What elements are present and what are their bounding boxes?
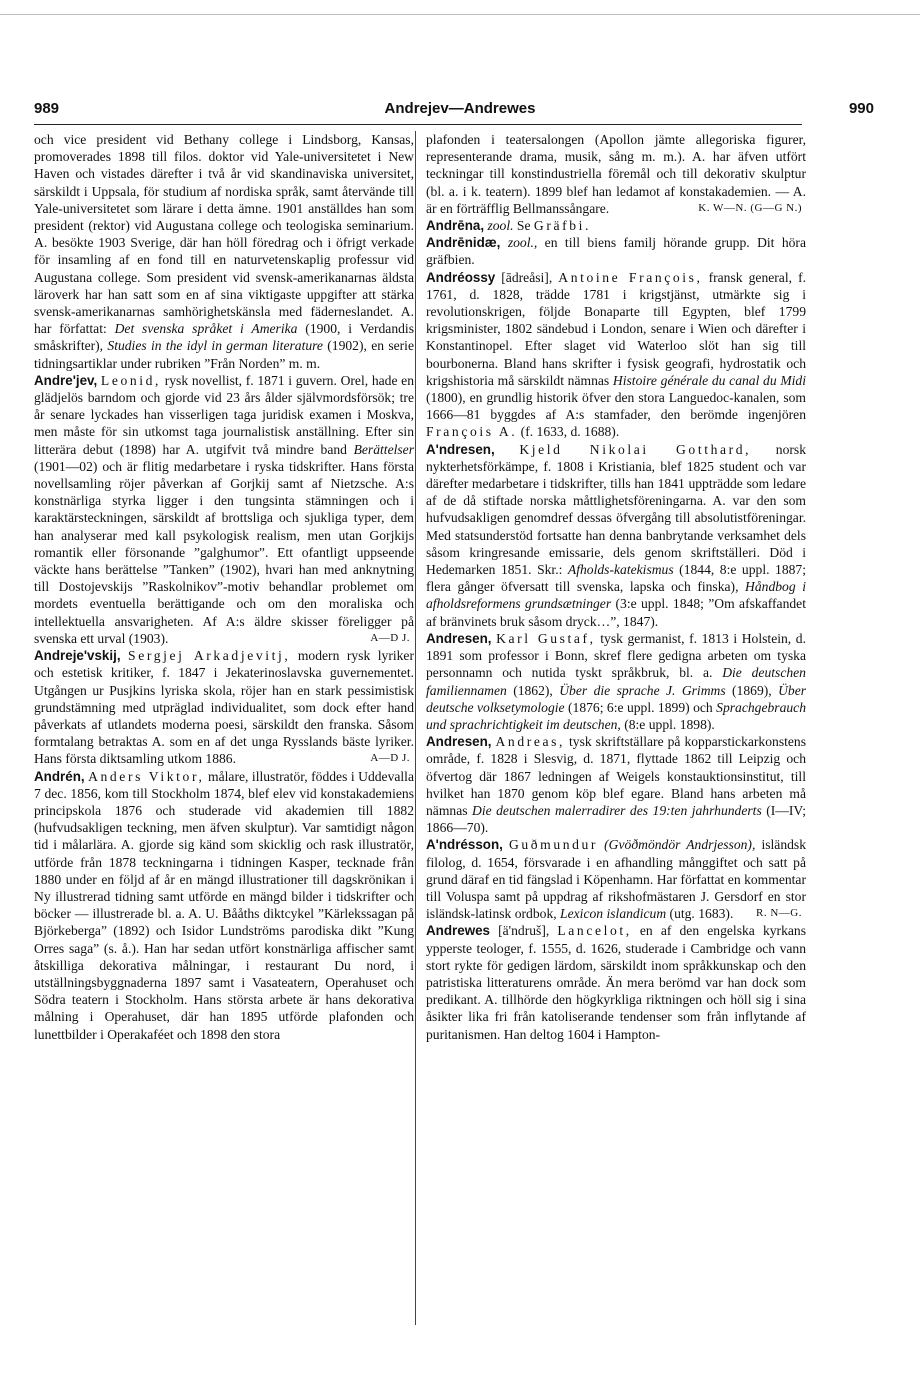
work-title: Afholds-katekismus <box>567 562 674 578</box>
person-name: Leonid, <box>100 372 162 388</box>
headword: Andrén, <box>34 768 85 784</box>
pronunciation: [ādreåsi], <box>495 269 559 285</box>
header-rule <box>34 124 802 125</box>
author-signature: A—D J. <box>370 752 410 765</box>
work-title: Det svenska språket i Amerika <box>114 321 298 337</box>
headword: Andreje'vskij, <box>34 648 121 664</box>
author-signature: K. W—N. (G—G N.) <box>698 201 802 214</box>
person-name: François A. <box>426 424 518 440</box>
person-name: Lancelot, <box>557 923 632 939</box>
author-signature: A—D J. <box>370 631 410 644</box>
person-name: Karl Gustaf, <box>496 630 596 646</box>
work-title: Die deutschen malerradirer des 19:ten jahrhunderts <box>472 802 762 818</box>
page-header <box>0 100 920 122</box>
work-title: Über die sprache J. Grimms <box>559 682 726 698</box>
entry-text: (1800), en grundlig historik öfver den stora Languedoc-kanalen, som 1666—81 byggdes af A:s stamfader, den berömde ingenjören <box>426 390 806 423</box>
entry-andrewes <box>426 922 806 1042</box>
entry-text: (1869), <box>725 682 779 698</box>
entry-text: (1844, 8:e uppl. 1887; flera gånger öfversatt till svenska, lapska och finska), <box>426 562 806 595</box>
author-signature: R. N—G. <box>756 907 802 920</box>
entry-text: (I—IV; 1866—70). <box>426 802 806 836</box>
cross-reference: Gräfbi. <box>533 218 591 234</box>
entry-text: tysk skriftställare på kopparstickarkonstens område, f. 1828 i Slesvig, d. 1871, flyttade 1862 till Leipzig och öfvertog där 1867 ledningen af Weigels konstauktionsinstitut, till hvilket han 1870 genom köp blef egare. Bland hans arbeten må nämnas <box>426 734 807 818</box>
work-title: Lexicon islandicum <box>560 906 667 922</box>
pronunciation: [ä'ndruš], <box>490 923 558 939</box>
subject-label: zool. <box>487 218 514 234</box>
entry-text: (8:e uppl. 1898). <box>620 716 715 732</box>
entry-andren <box>34 768 414 1043</box>
person-name: Sergjej Arkadjevitj, <box>128 648 291 664</box>
headword: Andre'jev, <box>34 372 98 388</box>
entry-text: plafonden i teatersalongen (Apollon jämte allegoriska figurer, representerande drama, musik, sång m. m.). A. har äfven utfört teckningar till konstindustriella föremål och till dekorativ skulptur (bl. a. i k. teatern). 1899 blef han ledamot af konstakademien. — A. är en förträfflig Bellmanssångare. <box>426 132 806 216</box>
left-column <box>34 131 414 1043</box>
headword: Andrēnidæ, <box>426 235 501 251</box>
continued-entry <box>426 131 806 217</box>
entry-andrejevskij <box>34 647 414 767</box>
entry-andrejev <box>34 372 414 647</box>
entry-text: en till biens familj hörande grupp. Dit höra gräfbien. <box>426 235 806 268</box>
right-column <box>426 131 806 1043</box>
subject-label: zool., <box>507 235 538 251</box>
entry-text: rysk novellist, f. 1871 i guvern. Orel, hade en glädjelös barndom och gjorde vid 23 års ålder självmordsförsök; tre år senare lyckades han visserligen taga juridisk examen i Moskva, men måste för sin utkomst taga journalistisk anställning. Efter sin litterära debut (1898) har A. utgifvit två mindre band <box>34 372 414 457</box>
continued-entry <box>34 131 414 372</box>
person-name: Andreas, <box>495 734 565 750</box>
entry-text: isländsk filolog, d. 1654, försvarade i en afhandling månggiftet och satt på grund däraf en tid fängslad i Köpenhamn. Har författat en kommentar till Voluspa samt på uppdrag af rikshofmästaren J. Gersdorf en stor isländsk-latinsk ordbok, <box>426 837 806 922</box>
page-number-left: 989 <box>34 100 60 117</box>
work-title: Berättelser <box>353 441 414 457</box>
headword: A'ndrésson, <box>426 837 503 853</box>
entry-text: (3:e uppl. 1848; ”Om afskaffandet af bränvinets bruk såsom dryck…”, 1847). <box>426 596 806 629</box>
page-number-right: 990 <box>848 100 874 117</box>
entry-text: (1902), en serie tidningsartiklar under rubriken ”Från Norden” m. m. <box>34 338 414 371</box>
entry-text: norsk nykterhetsförkämpe, f. 1808 i Kristiania, blef 1825 student och var därefter medarbetare i tidskrifter, tills han 1841 uppträdde som ledare af de då stiftade norska måttlighetsföreningarna. A. var den som hufvudsakligen genomdref dessas öfvergång till absolutistföreningar. Med statsunderstöd fortsatte han denna banbrytande verksamhet dels såsom kringresande emissarie, dels genom skriftställeri. Död i Hedemarken 1851. Skr.: <box>426 441 807 578</box>
name-variant: (Gvöðmöndör Andrjesson), <box>604 837 756 853</box>
entry-andrena <box>426 217 806 234</box>
top-rule <box>0 14 920 15</box>
entry-text: (1862), <box>506 682 560 698</box>
entry-text: fransk general, f. 1761, d. 1828, trädde 1781 i krigstjänst, utmärkte sig i revolutionskrigen, följde Bonaparte till Egypten, blef 1799 krigsminister, 1802 sändebud i London, senare i Wien och därefter i Konstantinopel. Efter slaget vid Waterloo slöt han sig till bourbonerna. Bland hans skrifter i fysisk geografi, hydrostatik och krigshistoria må särskildt nämnas <box>426 269 806 388</box>
entry-text: modern rysk lyriker och estetisk kritiker, f. 1847 i Jekaterinoslavska guvernementet. Utgången ur Pusjkins lyriska skola, röjer han en stark pessimistisk grundstämning med utpräglad individualitet, som dock efter hand påverkats af utlandets moderna poesi, särskildt den franska. Såsom formtalang betraktas A. som en af det unga Rysslands bäste lyriker. Hans första diktsamling utkom 1886. <box>34 648 414 767</box>
headword: Andresen, <box>426 734 492 750</box>
entry-andresson <box>426 836 806 922</box>
entry-text: (1900, i Verdandis småskrifter), <box>34 321 414 354</box>
entry-text: tysk germanist, f. 1813 i Holstein, d. 1891 som professor i Bonn, skref flere gedigna arbeten om tyska personnamn och nutida tyskt språkbruk, bl. a. <box>426 630 806 681</box>
work-title: Studies in the idyl in german literature <box>107 338 323 354</box>
person-name: Guðmundur <box>508 837 599 853</box>
entry-text: (f. 1633, d. 1688). <box>517 424 620 440</box>
headword: Andrēna, <box>426 218 485 234</box>
entry-text: Se <box>513 218 534 234</box>
entry-andresen-karl <box>426 630 806 733</box>
entry-andreossy <box>426 269 806 441</box>
entry-text: (1876; 6:e uppl. 1899) och <box>564 699 717 715</box>
entry-text: (1901—02) och är flitig medarbetare i ryska tidskrifter. Hans första novellsamling röjer påverkan af Gorjkij samt af Nietzsche. A:s konstnärliga styrka ligger i den tungsinta stämningen och i karaktärsteckningen, särskildt af brottsliga och sjukliga typer, dem han analyserar med kall psykologisk realism, men utan Gorjkijs romantik eller försonande ”galghumor”. Ett ofantligt uppseende väckte hans berättelse ”Tanken” (1902), hvari han med anknytning till Dostojevskijs ”Raskolnikov”-motiv behandlar problemet om mordets eventuella berättigande och om den moraliska och intellektuella ansvarigheten. Af A:s äldre skisser föreligger på svenska ett urval (1903). <box>34 458 414 646</box>
headword: A'ndresen, <box>426 441 495 457</box>
person-name: Anders Viktor, <box>88 768 205 784</box>
headword: Andrewes <box>426 923 490 939</box>
headword: Andréossy <box>426 269 496 285</box>
work-title: Histoire générale du canal du Midi <box>612 372 806 388</box>
entry-andrenidae <box>426 234 806 268</box>
person-name: Kjeld Nikolai Gotthard, <box>519 441 752 457</box>
entry-andresen-andreas <box>426 733 806 836</box>
entry-andresen-kjeld <box>426 441 806 630</box>
entry-text: och vice president vid Bethany college i Lindsborg, Kansas, promoverades 1898 till filos. doktor vid Yale-universitetet i New Haven och vistades därefter i två år vid skandinaviska universitet, särskildt i Uppsala, för studium af nordiska språk, samt återvände till Yale-universitetet som lärare i detta ämne. 1901 anställdes han som president (rektor) vid Augustana college och teologiska seminarium. A. besökte 1903 Sverige, där han höll föredrag och i öfrigt verkade för insamling af en fond till en naturvetenskaplig professur vid Augustana college. Som president vid svensk-amerikanarnas äldsta läroverk har han satt som en af sina viktigaste uppgifter att stärka svensk-amerikanarnas samhörighetskänsla med fäderneslandet. A. har författat: <box>34 132 414 337</box>
work-title: Håndbog i afholdsreformens grundsætninger <box>426 579 806 612</box>
work-title: Sprachgebrauch und sprachrichtigkeit im deutschen, <box>426 699 806 732</box>
entry-text: målare, illustratör, föddes i Uddevalla 7 dec. 1856, kom till Stockholm 1874, blef elev vid konstakademiens principskola 1876 och studerade vid akademien till 1882 (hufvudsakligen teckning, men äfven skulptur). Var samtidigt någon tid i målarlära. A. gjorde sig känd som skicklig och rask illustratör, utförde från 1878 teckningarna i tidningen Kasper, tecknade från 1880 under en följd af år en mängd illustrationer till dagskrönikan i Ny illustrerad tidning samt utförde en mängd bilder i tidskrifter och böcker — illustrerade bl. a. A. U. Bååths diktcykel ”Kärlekssagan på Björkeberga” (1892) och Isidor Lundströms parodiska dikt ”Kung Orres saga” (s. å.). Han har sedan utfört konstnärliga affischer samt åtskilliga dekorativa målningar, i restaurant Du nord, i utställningsbyggnaderna 1897 samt i Vasateatern, Operahuset och Södra teatern i Stockholm. Hans största arbete är hans dekorativa målning i Operahuset, där han 1895 utförde plafonden och lunettbilder i Operakaféet och 1898 den stora <box>34 768 414 1042</box>
work-title: Über deutsche volksetymologie <box>426 682 807 715</box>
work-title: Die deutschen familiennamen <box>426 665 806 698</box>
entry-text: (utg. 1683). <box>666 906 734 922</box>
entry-text: en af den engelska kyrkans ypperste teologer, f. 1555, d. 1626, studerade i Cambridge och vann stort rykte för gedigen lärdom, särskildt inom språkkunskap och den patristiska litteraturens område. Än mera berömd var han dock som predikant. A. tillhörde den högkyrkliga riktningen och höll sig i sina åsikter lika fri från katoliserande tendenser som från inflytande af puritanismen. Han deltog 1604 i Hampton- <box>426 923 806 1042</box>
person-name: Antoine François, <box>558 269 703 285</box>
column-separator <box>415 131 416 1325</box>
running-head: Andrejev—Andrewes <box>384 100 536 117</box>
headword: Andresen, <box>426 630 492 646</box>
